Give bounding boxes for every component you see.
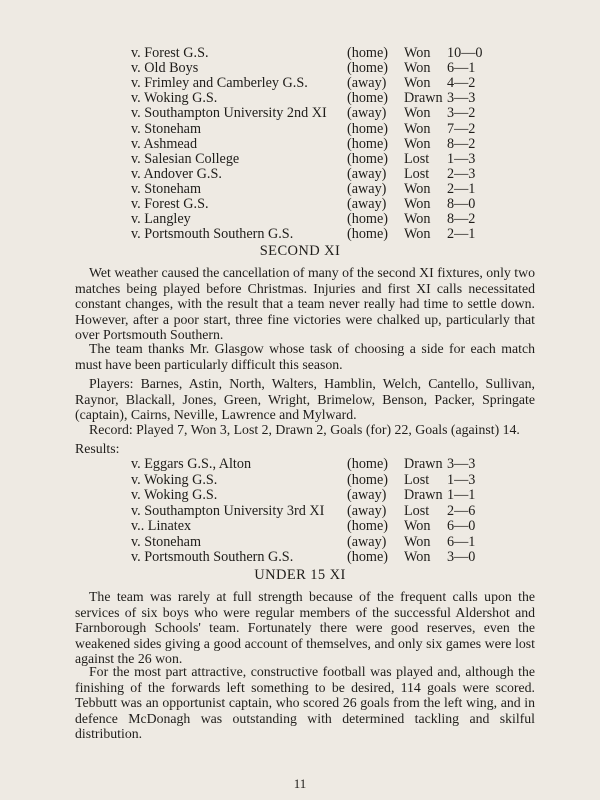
result-cell: Won (404, 518, 431, 534)
score-cell: 3—2 (447, 105, 476, 122)
opponent-cell: v. Southampton University 2nd XI (131, 105, 327, 122)
venue-cell: (away) (347, 502, 387, 519)
under-15-heading: UNDER 15 XI (254, 567, 346, 583)
score-cell: 6—1 (447, 60, 476, 77)
result-cell: Won (404, 533, 431, 550)
opponent-cell: v. Ashmead (131, 135, 198, 152)
result-row (0, 503, 600, 519)
venue-cell: (away) (347, 75, 387, 92)
opponent-cell: v. Woking G.S. (131, 471, 218, 488)
result-cell: Won (404, 196, 431, 212)
result-row (0, 196, 600, 212)
score-cell: 1—1 (447, 487, 476, 503)
opponent-cell: v. Old Boys (131, 60, 199, 77)
result-row (0, 45, 600, 61)
venue-cell: (home) (347, 211, 388, 228)
result-row (0, 549, 600, 565)
result-row (0, 136, 600, 152)
result-row (0, 518, 600, 534)
result-row (0, 472, 600, 488)
venue-cell: (home) (347, 120, 388, 137)
opponent-cell: v. Woking G.S. (131, 90, 218, 107)
score-cell: 6—0 (447, 518, 476, 534)
result-row (0, 105, 600, 121)
score-cell: 10—0 (447, 45, 483, 61)
score-cell: 8—2 (447, 211, 476, 228)
venue-cell: (home) (347, 456, 388, 472)
result-row (0, 534, 600, 550)
score-cell: 6—1 (447, 533, 476, 550)
opponent-cell: v. Stoneham (131, 533, 202, 550)
score-cell: 4—2 (447, 75, 476, 92)
second-xi-players: Players: Barnes, Astin, North, Walters, Hamblin, Welch, Cantello, Sullivan, Raynor, Blackall, Jones, Green, Wright, Brimelow, Benson, Packer, Springate (captain), Cairns, Neville, Lawrence and Mylward. (75, 376, 535, 423)
score-cell: 2—6 (447, 502, 476, 519)
result-row (0, 75, 600, 91)
venue-cell: (home) (347, 90, 388, 107)
score-cell: 1—3 (447, 150, 476, 167)
venue-cell: (home) (347, 60, 388, 77)
result-row (0, 211, 600, 227)
opponent-cell: v. Frimley and Camberley G.S. (131, 75, 308, 92)
second-xi-record: Record: Played 7, Won 3, Lost 2, Drawn 2, Goals (for) 22, Goals (against) 14. (89, 422, 520, 437)
score-cell: 2—1 (447, 180, 476, 197)
result-cell: Won (404, 45, 431, 61)
result-cell: Lost (404, 471, 430, 488)
result-cell: Won (404, 226, 431, 243)
result-row (0, 121, 600, 137)
result-cell: Drawn (404, 487, 443, 503)
result-cell: Drawn (404, 90, 443, 107)
score-cell: 7—2 (447, 120, 476, 137)
result-row (0, 226, 600, 242)
venue-cell: (away) (347, 180, 387, 197)
result-cell: Won (404, 105, 431, 122)
result-row (0, 181, 600, 197)
opponent-cell: v. Eggars G.S., Alton (131, 456, 252, 472)
venue-cell: (away) (347, 487, 387, 503)
venue-cell: (away) (347, 105, 387, 122)
opponent-cell: v. Andover G.S. (131, 165, 222, 182)
opponent-cell: v. Stoneham (131, 120, 202, 137)
score-cell: 2—1 (447, 226, 476, 243)
score-cell: 3—3 (447, 90, 476, 107)
result-cell: Won (404, 135, 431, 152)
score-cell: 8—0 (447, 196, 476, 212)
second-xi-results-label: Results: (75, 441, 120, 456)
opponent-cell: v. Southampton University 3rd XI (131, 502, 325, 519)
venue-cell: (home) (347, 150, 388, 167)
opponent-cell: v. Forest G.S. (131, 45, 209, 61)
venue-cell: (away) (347, 533, 387, 550)
score-cell: 3—3 (447, 456, 476, 472)
second-xi-heading: SECOND XI (259, 243, 341, 259)
opponent-cell: v. Portsmouth Southern G.S. (131, 549, 294, 565)
result-row (0, 487, 600, 503)
venue-cell: (home) (347, 518, 388, 534)
venue-cell: (home) (347, 45, 388, 61)
result-cell: Lost (404, 502, 430, 519)
venue-cell: (home) (347, 226, 388, 243)
second-xi-paragraph-2: The team thanks Mr. Glasgow whose task of choosing a side for each match must have been particularly difficult this season. (75, 341, 535, 372)
venue-cell: (home) (347, 549, 388, 565)
result-row (0, 456, 600, 472)
opponent-cell: v. Woking G.S. (131, 487, 218, 503)
venue-cell: (away) (347, 196, 387, 212)
result-row (0, 60, 600, 76)
score-cell: 3—0 (447, 549, 476, 565)
opponent-cell: v. Langley (131, 211, 191, 228)
result-cell: Won (404, 60, 431, 77)
opponent-cell: v. Salesian College (131, 150, 240, 167)
page-number: 11 (293, 776, 307, 791)
score-cell: 8—2 (447, 135, 476, 152)
result-cell: Lost (404, 165, 430, 182)
result-row (0, 151, 600, 167)
score-cell: 1—3 (447, 471, 476, 488)
opponent-cell: v. Forest G.S. (131, 196, 209, 212)
opponent-cell: v. Portsmouth Southern G.S. (131, 226, 294, 243)
opponent-cell: v.. Linatex (131, 518, 192, 534)
result-row (0, 166, 600, 182)
under-15-paragraph-1: The team was rarely at full strength because of the frequent calls upon the services of six boys who were regular members of the successful Aldershot and Farnborough Schools' team. Fortunately there were good reserves, even the weakened sides giving a good account of themselves, and only six games were lost against the 26 won. (75, 589, 535, 667)
venue-cell: (away) (347, 165, 387, 182)
under-15-paragraph-2: For the most part attractive, constructive football was played and, although the finishing of the forwards left something to be desired, 114 goals were scored. Tebbutt was an opportunist captain, who scored 26 goals from the left wing, and in defence McDonagh was outstanding with determined tackling and skilful distribution. (75, 664, 535, 742)
result-cell: Won (404, 549, 431, 565)
score-cell: 2—3 (447, 165, 476, 182)
result-cell: Won (404, 75, 431, 92)
result-row (0, 90, 600, 106)
venue-cell: (home) (347, 135, 388, 152)
opponent-cell: v. Stoneham (131, 180, 202, 197)
second-xi-paragraph-1: Wet weather caused the cancellation of many of the second XI fixtures, only two matches being played before Christmas. Injuries and first XI calls necessitated constant changes, with the result that a team never really had time to settle down. However, after a poor start, three fine victories were chalked up, particularly that over Portsmouth Southern. (75, 265, 535, 343)
venue-cell: (home) (347, 471, 388, 488)
result-cell: Won (404, 211, 431, 228)
result-cell: Won (404, 120, 431, 137)
result-cell: Lost (404, 150, 430, 167)
result-cell: Won (404, 180, 431, 197)
result-cell: Drawn (404, 456, 443, 472)
